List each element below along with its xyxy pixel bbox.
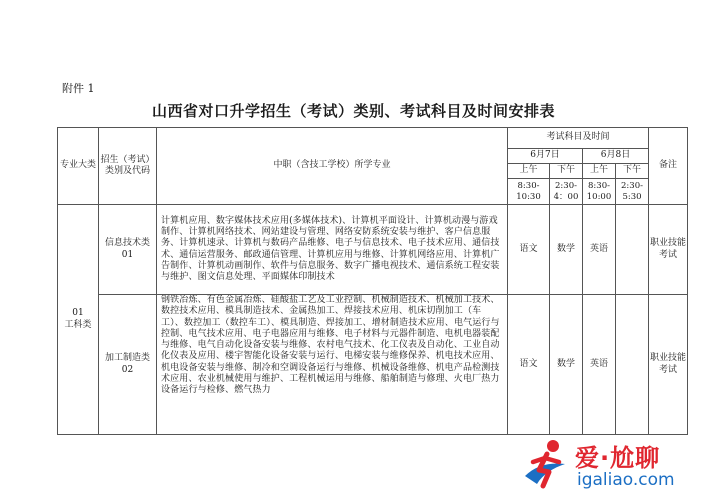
note-cell: 职业技能考试: [649, 205, 688, 295]
subject-cell: 语文: [508, 295, 550, 435]
subject-cell: [616, 205, 649, 295]
type-name: 加工制造类: [104, 353, 150, 364]
subject-cell: 数学: [550, 295, 583, 435]
header-day-1: 6月7日: [508, 149, 583, 164]
header-session: 下午: [616, 164, 649, 179]
header-exam: 考试科目及时间: [508, 128, 649, 149]
subject-cell: 数学: [550, 205, 583, 295]
schedule-table: [57, 127, 688, 435]
watermark-brand: 爱·尬聊: [575, 444, 661, 472]
header-session: 下午: [550, 164, 583, 179]
header-time: 8:30-10:30: [508, 179, 550, 205]
type-name: 信息技术类: [104, 238, 150, 249]
header-time: 2:30-4：00: [550, 179, 583, 205]
subject-cell: 语文: [508, 205, 550, 295]
type-cell: [99, 295, 157, 435]
watermark-url: igaliao.com: [577, 470, 675, 490]
category-cell: [58, 205, 99, 435]
category-name: 工科类: [64, 319, 92, 330]
header-category: 专业大类: [58, 128, 99, 205]
majors-cell: 计算机应用、数字媒体技术应用(多媒体技术)、计算机平面设计、计算机动漫与游戏制作、计算机网络技术、网站建设与管理、网络安防系统安装与维护、客户信息服务、计算机速录、计算机与数码产品维修、电子与信息技术、电子技术应用、通信技术、通信运营服务、邮政通信管理、计算机应用与维修、计算机网络应用、计算机广告制作、计算机动画制作、软件与信息服务、数字广播电视技术、通信系统工程安装与维护、图文信息处理、平面媒体印制技术: [157, 205, 508, 295]
table-row: [58, 295, 688, 435]
category-code: 01: [72, 308, 84, 319]
majors-text: 钢铁冶炼、有色金属冶炼、硅酸盐工艺及工业控制、机械制造技术、机械加工技术、数控技术应用、模具制造技术、金属热加工、焊接技术应用、机床切削加工（车工）、数控加工（数控车工）、模具制造、焊接加工、增材制造技术应用、电气运行与控制、电气技术应用、电子电器应用与维修、电子材料与元器件制造、电机电器装配与维修、电气自动化设备安装与维修、农村电气技术、化工仪表及自动化、工业自动化仪表及应用、楼宇智能化设备安装与运行、电梯安装与维修保养、机电技术应用、机电设备安装与维修、制冷和空调设备运行与维修、机械设备维修、机电产品检测技术应用、农业机械使用与维护、工程机械运用与维修、船舶制造与修理、火电厂热力设备运行与检修、燃气热力: [161, 295, 500, 395]
majors-cell: [157, 295, 508, 435]
attachment-label: 附件 1: [62, 82, 95, 95]
header-majors: 中职（含技工学校）所学专业: [157, 128, 508, 205]
running-figure-icon: [519, 436, 571, 490]
header-session: 上午: [508, 164, 550, 179]
type-code: 02: [121, 364, 134, 375]
header-time: 8:30-10:00: [583, 179, 616, 205]
subject-cell: 英语: [583, 295, 616, 435]
header-notes: 备注: [649, 128, 688, 205]
header-time: 2:30-5:30: [616, 179, 649, 205]
note-cell: 职业技能考试: [649, 295, 688, 435]
type-cell: [99, 205, 157, 295]
header-day-2: 6月8日: [583, 149, 649, 164]
document-title: 山西省对口升学招生（考试）类别、考试科目及时间安排表: [151, 102, 555, 120]
subject-cell: 英语: [583, 205, 616, 295]
header-session: 上午: [583, 164, 616, 179]
site-watermark: [517, 432, 699, 494]
subject-cell: [616, 295, 649, 435]
header-type: 招生（考试）类别及代码: [99, 128, 157, 205]
type-code: 01: [121, 249, 134, 260]
table-row: [58, 205, 688, 295]
